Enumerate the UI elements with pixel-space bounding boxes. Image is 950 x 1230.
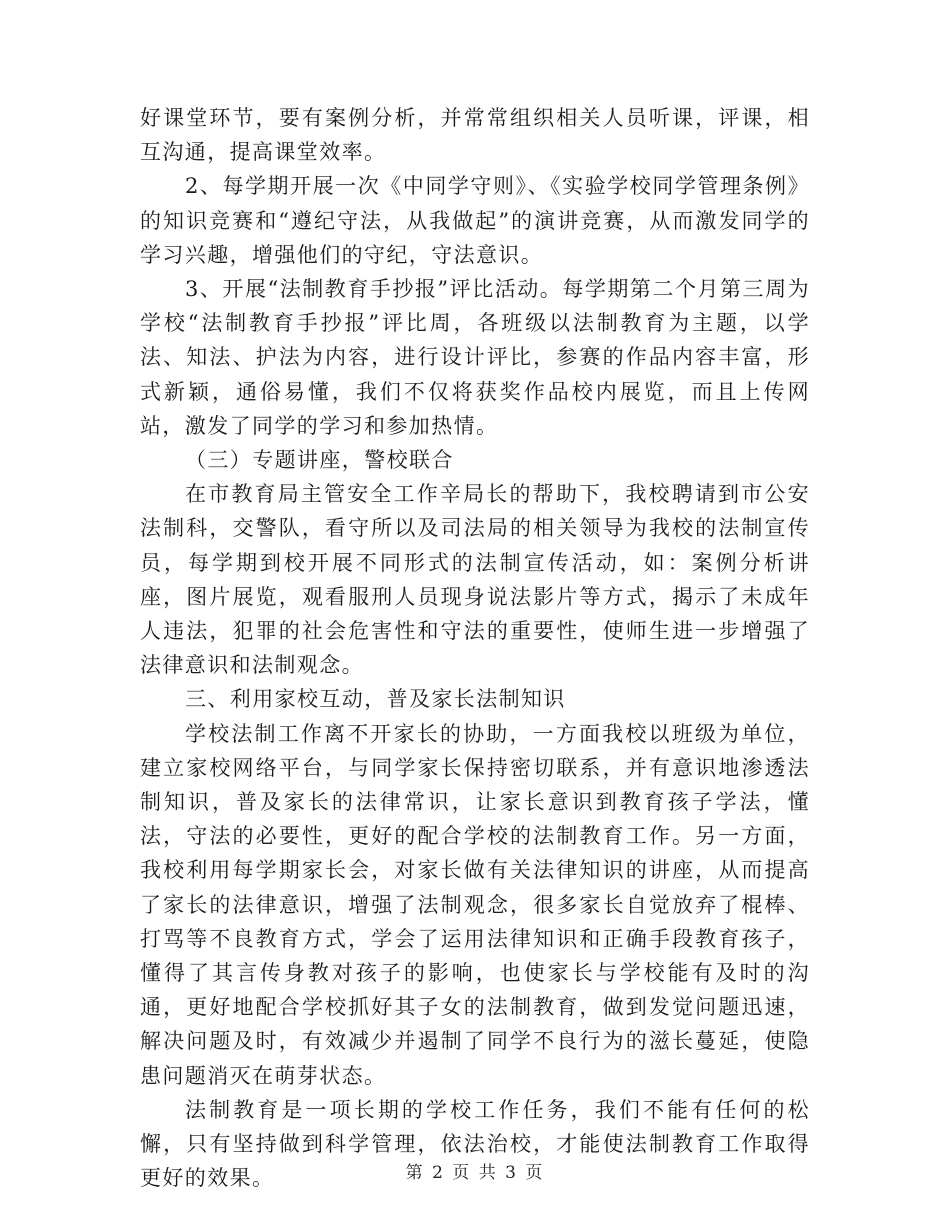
paragraph-conclusion: 法制教育是一项长期的学校工作任务，我们不能有任何的松懈，只有坚持做到科学管理，依法治校，才能使法制教育工作取得更好的效果。 (140, 1097, 810, 1191)
paragraph-continuation: 好课堂环节，要有案例分析，并常常组织相关人员听课，评课，相互沟通，提高课堂效率。 (140, 106, 810, 165)
paragraph-parent-cooperation: 学校法制工作离不开家长的协助，一方面我校以班级为单位，建立家校网络平台，与同学家长保持密切联系，并有意识地渗透法制知识，普及家长的法律常识，让家长意识到教育孩子学法，懂法，守法的必要性，更好的配合学校的法制教育工作。另一方面，我校利用每学期家长会，对家长做有关法律知识的讲座，从而提高了家长的法律意识，增强了法制观念，很多家长自觉放弃了棍棒、打骂等不良教育方式，学会了运用法律知识和正确手段教育孩子，懂得了其言传身教对孩子的影响，也使家长与学校能有及时的沟通，更好地配合学校抓好其子女的法制教育，做到发觉问题迅速，解决问题及时，有效减少并遏制了同学不良行为的滋长蔓延，使隐患问题消灭在萌芽状态。 (140, 721, 810, 1088)
paragraph-police-cooperation: 在市教育局主管安全工作辛局长的帮助下，我校聘请到市公安法制科，交警队，看守所以及司法局的相关领导为我校的法制宣传员，每学期到校开展不同形式的法制宣传活动，如：案例分析讲座，图片展览，观看服刑人员现身说法影片等方式，揭示了未成年人违法，犯罪的社会危害性和守法的重要性，使师生进一步增强了法律意识和法制观念。 (140, 482, 810, 678)
paragraph-knowledge-contest: 2、每学期开展一次《中同学守则》、《实验学校同学管理条例》的知识竞赛和“遵纪守法，从我做起”的演讲竞赛，从而激发同学的学习兴趣，增强他们的守纪，守法意识。 (140, 174, 810, 267)
document-body (140, 101, 810, 1196)
section-heading-home-school: 三、利用家校互动，普及家长法制知识 (185, 687, 566, 712)
paragraph-handwritten-newspaper: 3、开展“法制教育手抄报”评比活动。每学期第二个月第三周为学校“法制教育手抄报”评比周，各班级以法制教育为主题，以学法、知法、护法为内容，进行设计评比，参赛的作品内容丰富，形式新颖，通俗易懂，我们不仅将获奖作品校内展览，而且上传网站，激发了同学的学习和参加热情。 (140, 277, 810, 438)
page-number-footer: 第 2 页 共 3 页 (405, 1163, 545, 1183)
section-heading-lectures: （三）专题讲座，警校联合 (185, 448, 454, 473)
